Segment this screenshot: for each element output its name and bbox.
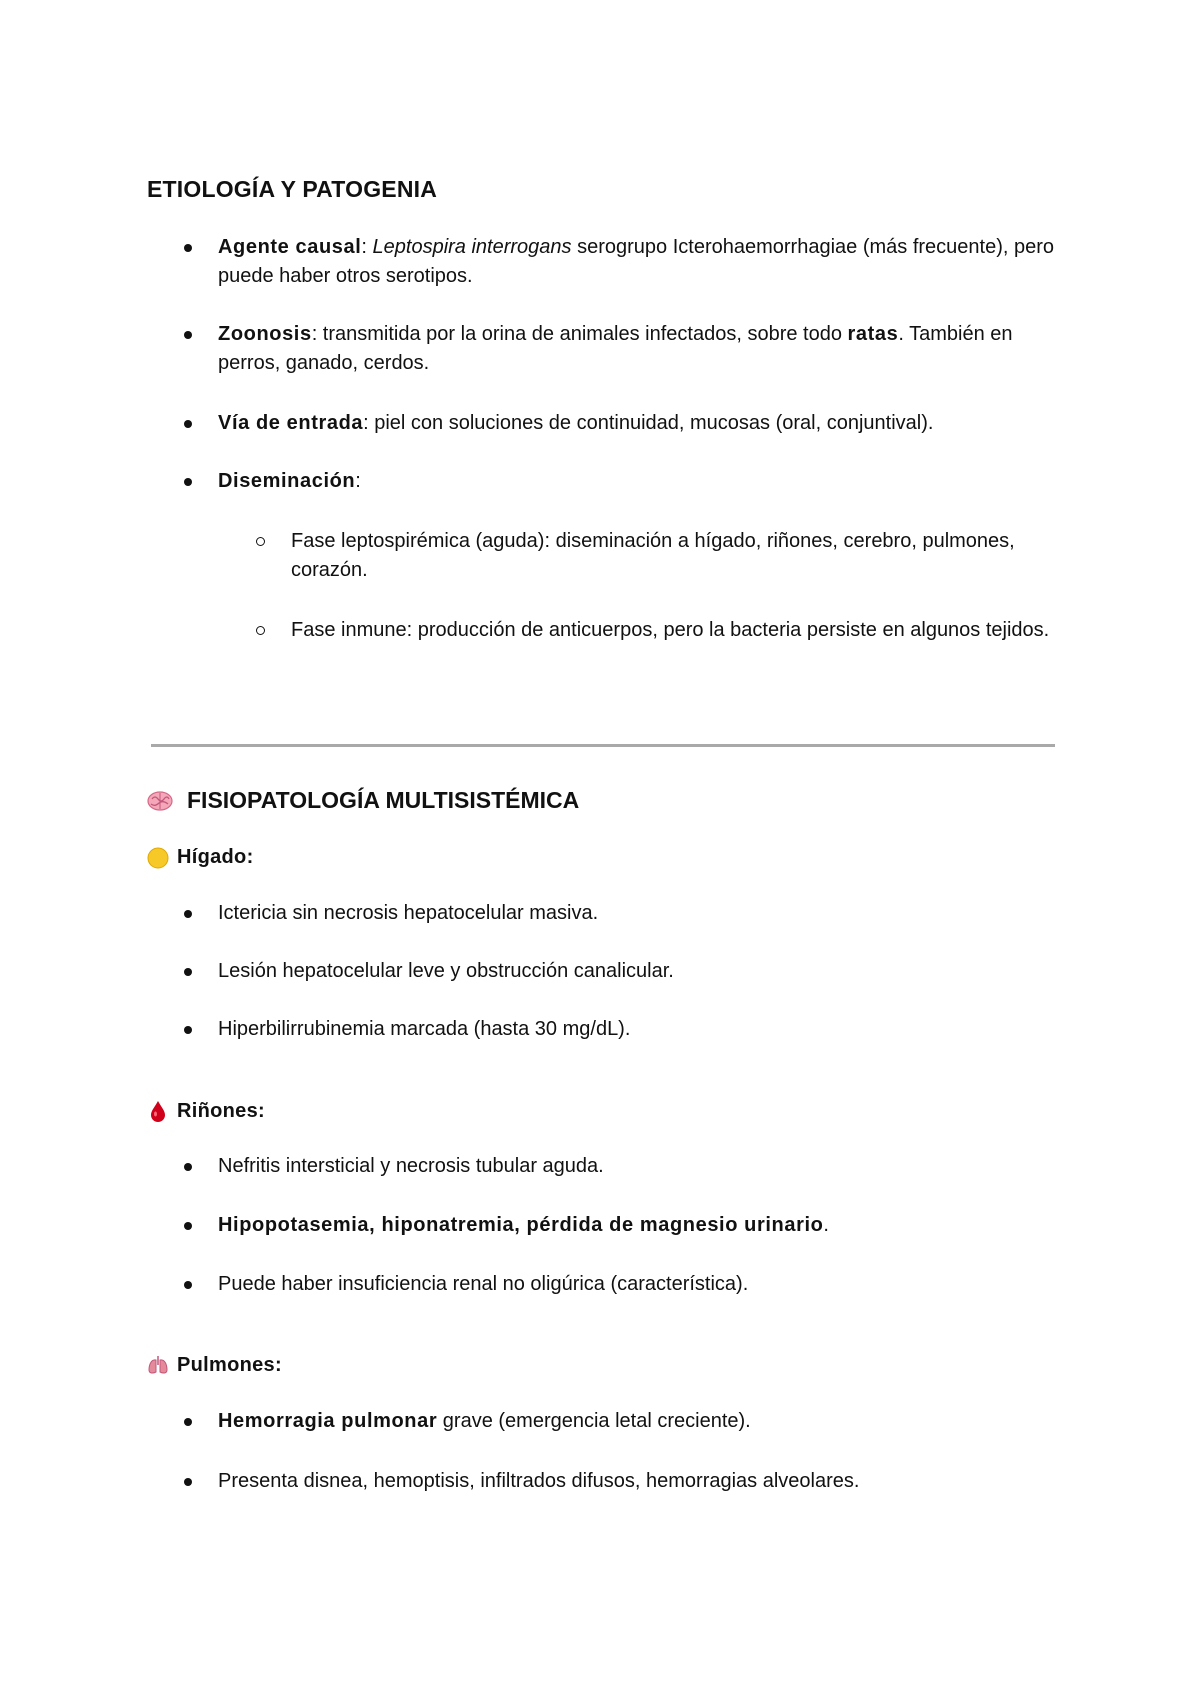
etiologia-heading: ETIOLOGÍA Y PATOGENIA (147, 176, 438, 202)
rinones-heading: Riñones: (147, 1099, 265, 1123)
zoonosis-item: Zoonosis: transmitida por la orina de animales infectados, sobre todo ratas. También en perros, ganado, cerdos. (218, 320, 1078, 378)
yellow-circle-icon (147, 847, 169, 869)
pulmones-item-1: Hemorragia pulmonar grave (emergencia letal creciente). (218, 1407, 1078, 1436)
rinones-item-2: Hipopotasemia, hiponatremia, pérdida de magnesio urinario. (218, 1211, 1078, 1240)
higado-item-3: Hiperbilirrubinemia marcada (hasta 30 mg/dL). (218, 1015, 1078, 1044)
fase-inmune-item: Fase inmune: producción de anticuerpos, pero la bacteria persiste en algunos tejidos. (291, 616, 1091, 645)
rinones-item-1: Nefritis intersticial y necrosis tubular aguda. (218, 1152, 1078, 1181)
fisiopatologia-heading: FISIOPATOLOGÍA MULTISISTÉMICA (147, 787, 579, 814)
brain-icon (147, 789, 173, 813)
horizontal-divider (151, 744, 1055, 747)
pulmones-item-2: Presenta disnea, hemoptisis, infiltrados difusos, hemorragias alveolares. (218, 1467, 1078, 1496)
via-entrada-item: Vía de entrada: piel con soluciones de continuidad, mucosas (oral, conjuntival). (218, 409, 1078, 438)
higado-heading: Hígado: (147, 846, 254, 869)
pulmones-heading: Pulmones: (147, 1354, 282, 1377)
lungs-icon (147, 1356, 169, 1376)
agente-causal-item: Agente causal: Leptospira interrogans serogrupo Icterohaemorrhagiae (más frecuente), pero puede haber otros serotipos. (218, 233, 1078, 291)
higado-item-1: Ictericia sin necrosis hepatocelular masiva. (218, 899, 1078, 928)
rinones-item-3: Puede haber insuficiencia renal no oligúrica (característica). (218, 1270, 1078, 1299)
diseminacion-item: Diseminación: (218, 467, 1078, 496)
blood-drop-icon (147, 1099, 169, 1123)
fase-leptospiremica-item: Fase leptospirémica (aguda): diseminación a hígado, riñones, cerebro, pulmones, corazón. (291, 527, 1091, 585)
higado-item-2: Lesión hepatocelular leve y obstrucción canalicular. (218, 957, 1078, 986)
